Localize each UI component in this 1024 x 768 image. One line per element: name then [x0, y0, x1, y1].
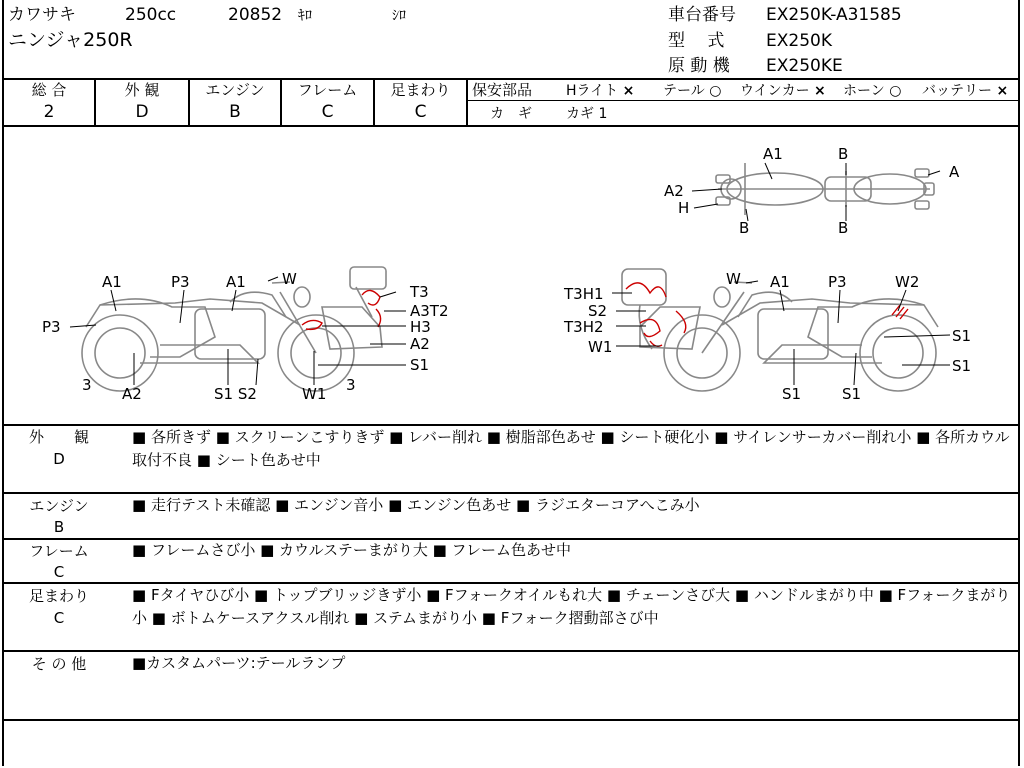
diagram-label: B [838, 219, 849, 237]
chassis-label: 車台番号 [668, 5, 736, 25]
diagram-label: P3 [42, 318, 61, 336]
diagram-label: A1 [763, 145, 783, 163]
status-mark: × [622, 83, 635, 99]
diagram-label: 3 [82, 376, 92, 394]
diagram-label: A3T2 [410, 302, 449, 320]
model-name: ニンジャ250R [8, 29, 133, 51]
status-mark: ○ [709, 83, 722, 99]
diagram-labels [42, 145, 971, 403]
diagram-label: W1 [588, 338, 613, 356]
diagram-label: T3H1 [564, 285, 604, 303]
diagram-label: T3H2 [564, 318, 604, 336]
diagram-label: A [949, 163, 960, 181]
section-text-other: ■カスタムパーツ:テールランプ [132, 654, 346, 672]
section-title-frame: フレーム [29, 542, 89, 560]
safety-item-headlight: Hライト × [566, 83, 635, 99]
engine-model-label: 原 動 機 [668, 56, 730, 76]
diagram-label: S1 [410, 356, 430, 374]
safety-item-winker: ウインカー × [740, 83, 826, 99]
diagram-label: A2 [122, 385, 142, 403]
diagram-label: S2 [588, 302, 608, 320]
diagram-label: T3 [410, 283, 429, 301]
diagram-label: W [726, 270, 741, 288]
section-text-frame: ■ フレームさび小 ■ カウルステーまがり大 ■ フレーム色あせ中 [132, 541, 571, 559]
engine-model-value: EX250KE [766, 56, 843, 76]
grade-value-suspension: C [414, 102, 427, 122]
grade-value-exterior: D [135, 102, 149, 122]
grade-label-overall: 総 合 [31, 81, 67, 99]
section-grade-suspension: C [53, 609, 65, 627]
status-mark: ○ [889, 83, 902, 99]
grade-value-engine: B [229, 102, 241, 122]
diagram-label: A1 [770, 273, 790, 291]
displacement: 250cc [125, 5, 177, 25]
safety-item-battery: バッテリー × [922, 83, 1009, 99]
section-text-suspension: ■ Fタイヤひび小 ■ トップブリッジきず小 ■ Fフォークオイルもれ大 ■ チェーンさび大 ■ ハンドルまがり中 ■ Fフォークまがり小 ■ ボトムケースアクスル削れ ■ ステムまがり小 ■ Fフォーク摺動部さび中 [132, 586, 1011, 627]
section-grade-exterior: D [53, 450, 65, 468]
diagram-label: H3 [410, 318, 431, 336]
diagram-label: A2 [664, 182, 684, 200]
diagram-label: W [282, 270, 297, 288]
section-title-exterior: 外 観 [28, 428, 89, 446]
diagram-label: W2 [895, 273, 920, 291]
diagram-label: W1 [302, 385, 327, 403]
status-mark: × [996, 83, 1009, 99]
diagram-label: 3 [346, 376, 356, 394]
maker: カワサキ [8, 5, 76, 25]
key-value: カギ 1 [566, 106, 608, 122]
diagram-label: A1 [226, 273, 246, 291]
diagram-label: S1 [952, 357, 972, 375]
diagram-label: S1 [842, 385, 862, 403]
section-text-exterior: ■ 各所きず ■ スクリーンこすりきず ■ レバー削れ ■ 樹脂部色あせ ■ シート硬化小 ■ サイレンサーカバー削れ小 ■ 各所カウル取付不良 ■ シート色あせ中 [132, 428, 1010, 469]
section-text-engine: ■ 走行テスト未確認 ■ エンジン音小 ■ エンジン色あせ ■ ラジエターコアへこみ小 [132, 496, 700, 514]
diagram-label: S1 [952, 327, 972, 345]
chassis-value: EX250K-A31585 [766, 5, 902, 25]
motorcycle-top-view [716, 163, 934, 215]
diagram-label: A1 [102, 273, 122, 291]
grade-value-frame: C [321, 102, 334, 122]
section-title-suspension: 足まわり [28, 587, 89, 605]
damage-diagram [0, 127, 1024, 423]
safety-item-horn: ホーン ○ [843, 83, 902, 99]
diagram-label: S1 S2 [214, 385, 257, 403]
type-value: EX250K [766, 31, 832, 51]
diagram-label: A2 [410, 335, 430, 353]
grade-label-frame: フレーム [297, 81, 358, 99]
section-title-other: そ の 他 [31, 655, 87, 673]
section-grade-frame: C [53, 563, 65, 581]
diagram-label: P3 [171, 273, 190, 291]
color: ｼﾛ [392, 8, 406, 24]
safety-label: 保安部品 [472, 81, 533, 99]
divider [466, 78, 468, 126]
rule [2, 719, 1020, 721]
grade-label-engine: エンジン [205, 81, 265, 99]
status-mark: × [814, 83, 826, 99]
type-label: 型 式 [668, 31, 725, 51]
grade-value-overall: 2 [43, 102, 55, 122]
key-label: カ ギ [490, 106, 532, 122]
grade-label-exterior: 外 観 [124, 81, 160, 99]
section-title-engine: エンジン [29, 497, 89, 515]
diagram-label: H [678, 199, 690, 217]
diagram-label: P3 [828, 273, 847, 291]
diagram-label: S1 [782, 385, 802, 403]
grade-label-suspension: 足まわり [390, 81, 451, 99]
section-grade-engine: B [53, 518, 65, 536]
diagram-label: B [838, 145, 849, 163]
diagram-label: B [739, 219, 750, 237]
safety-item-tail: テール ○ [663, 83, 722, 99]
mileage: 20852 [228, 5, 283, 25]
mileage-unit: ｷﾛ [298, 8, 312, 24]
